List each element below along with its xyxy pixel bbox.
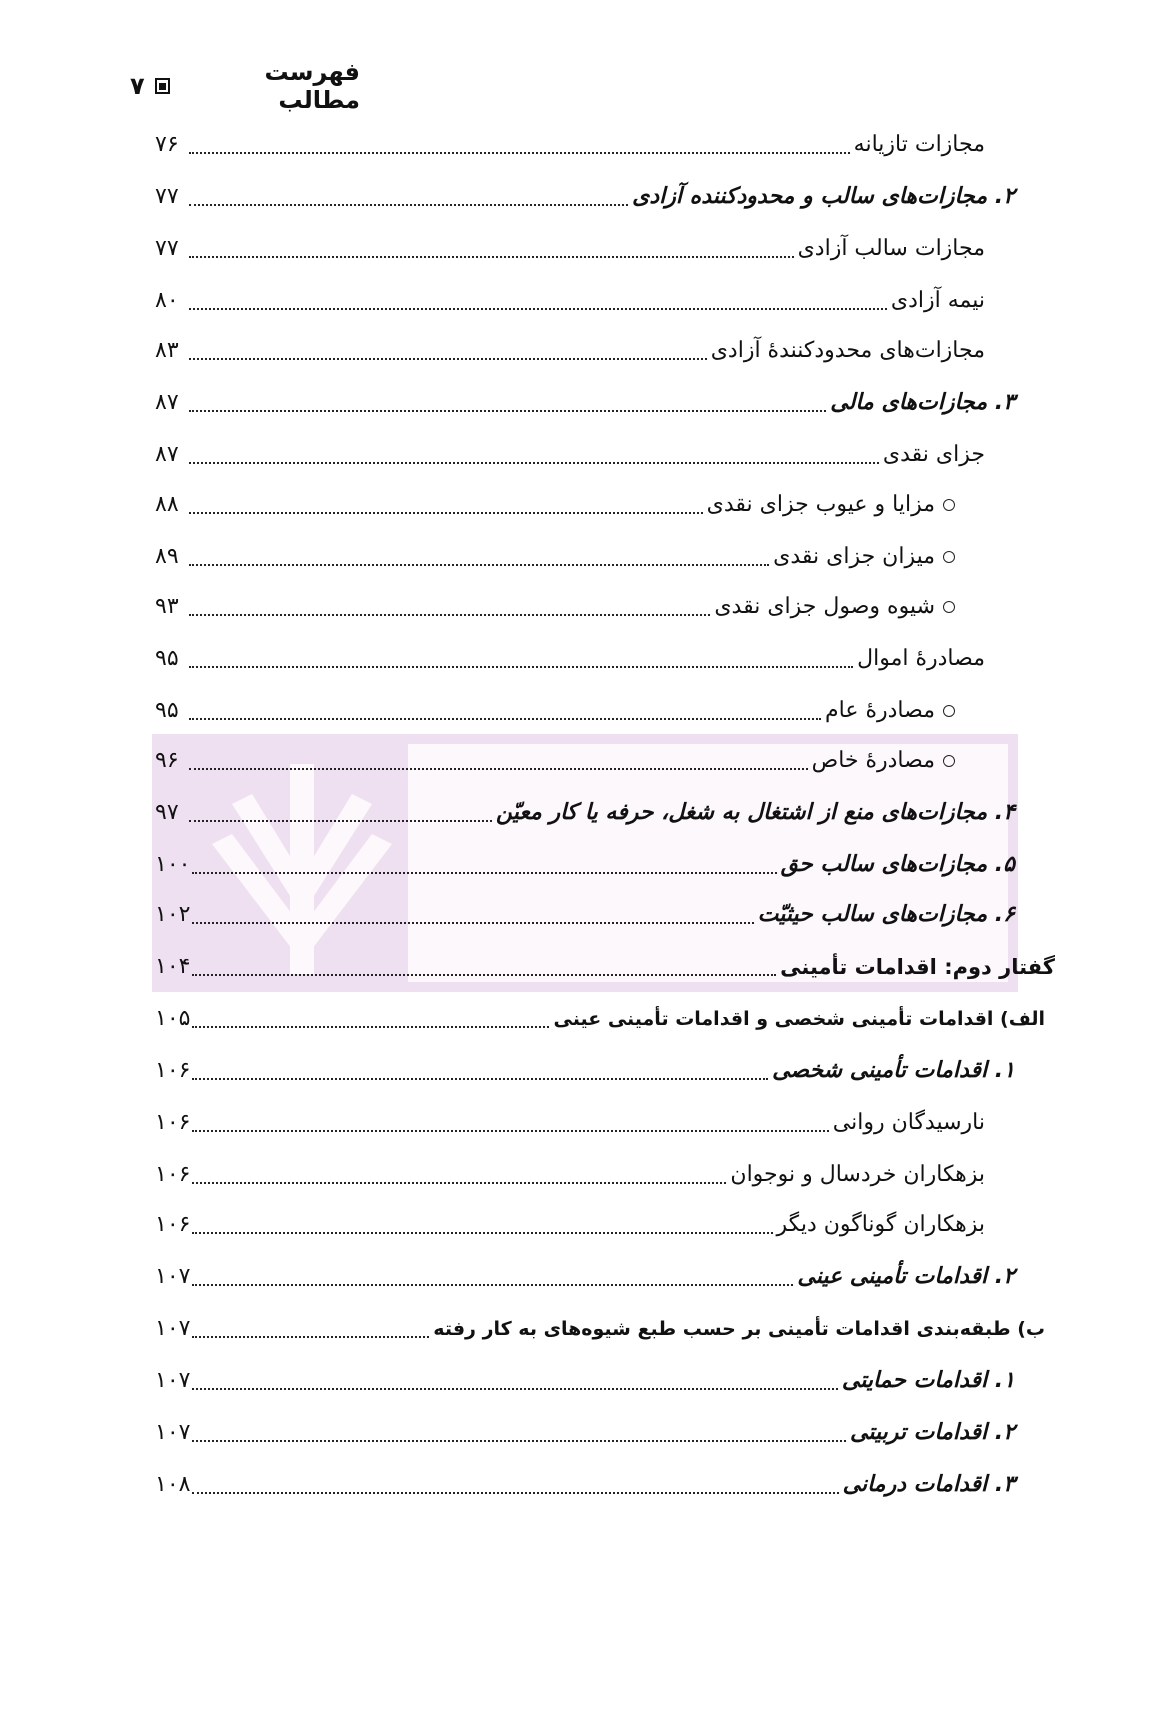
- toc-entry-page: ۱۰۷: [155, 1316, 191, 1341]
- toc-entry[interactable]: [155, 378, 1055, 418]
- header-title: فهرست مطالب: [264, 58, 360, 114]
- toc-entry-page: ۱۰۶: [155, 1110, 191, 1135]
- toc-entry[interactable]: [155, 1098, 1055, 1138]
- toc-entry-title: مزایا و عیوب جزای نقدی: [705, 490, 955, 520]
- toc-entry-title: ۳. مجازات‌های مالی: [830, 390, 1015, 415]
- toc-entry-title: شیوه وصول جزای نقدی: [712, 592, 955, 622]
- toc-entry-page: ۷۷: [155, 184, 179, 209]
- toc-entry[interactable]: [155, 736, 1055, 776]
- toc-entry[interactable]: [155, 276, 1055, 316]
- toc-entry-page: ۱۰۶: [155, 1162, 191, 1187]
- dot-leader: [192, 950, 776, 976]
- toc-entry-page: ۷۷: [155, 236, 179, 261]
- toc-entry-page: ۸۸: [155, 492, 179, 517]
- toc-entry-title: میزان جزای نقدی: [771, 542, 955, 572]
- toc-entry[interactable]: [155, 1304, 1055, 1344]
- toc-entry-title: بزهکاران خردسال و نوجوان: [730, 1162, 985, 1187]
- dot-leader: [192, 848, 776, 874]
- dot-leader: [192, 1208, 772, 1234]
- toc-entry-title: ۱. اقدامات تأمینی شخصی: [772, 1058, 1015, 1083]
- dot-leader: [189, 386, 826, 412]
- toc-entry[interactable]: [155, 532, 1055, 572]
- dot-leader: [189, 284, 887, 310]
- toc-entry-page: ۱۰۸: [155, 1472, 191, 1497]
- toc-entry-page: ۱۰۲: [155, 902, 191, 927]
- running-header: [130, 58, 360, 114]
- toc-entry[interactable]: [155, 686, 1055, 726]
- toc-entry[interactable]: [155, 1252, 1055, 1292]
- dot-leader: [192, 1002, 549, 1028]
- dot-leader: [189, 744, 808, 770]
- toc-entry-title: جزای نقدی: [882, 442, 985, 467]
- toc-entry-title: مصادرهٔ خاص: [810, 746, 955, 776]
- dot-leader: [192, 898, 753, 924]
- toc-entry-page: ۱۰۷: [155, 1368, 191, 1393]
- toc-entry[interactable]: [155, 1408, 1055, 1448]
- dot-leader: [192, 1054, 768, 1080]
- toc-entry-page: ۱۰۰: [155, 852, 191, 877]
- toc-entry-page: ۹۵: [155, 646, 179, 671]
- toc-entry-title: مصادرهٔ عام: [823, 696, 955, 726]
- toc-entry-title: نیمه آزادی: [890, 288, 985, 313]
- dot-leader: [189, 488, 703, 514]
- square-bullet-icon: [155, 78, 171, 94]
- toc-entry[interactable]: [155, 224, 1055, 264]
- toc-entry-title: ۲. مجازات‌های سالب و محدودکننده آزادی: [632, 184, 1015, 209]
- toc-entry[interactable]: [155, 582, 1055, 622]
- toc-entry-page: ۸۳: [155, 338, 179, 363]
- toc-entry[interactable]: [155, 1460, 1055, 1500]
- toc-entry-page: ۹۳: [155, 594, 179, 619]
- toc-entry-title: ۳. اقدامات درمانی: [842, 1472, 1015, 1497]
- dot-leader: [189, 180, 628, 206]
- toc-entry[interactable]: [155, 1046, 1055, 1086]
- toc-entry[interactable]: [155, 1356, 1055, 1396]
- toc-entry-title: مصادرهٔ اموال: [857, 646, 985, 671]
- toc-entry-page: ۱۰۵: [155, 1006, 191, 1031]
- toc-entry-page: ۸۷: [155, 442, 179, 467]
- toc-entry-title: گفتار دوم: اقدامات تأمینی: [780, 955, 1055, 979]
- dot-leader: [189, 590, 710, 616]
- toc-entry-title: ۱. اقدامات حمایتی: [841, 1368, 1015, 1393]
- toc-entry-title: ۲. اقدامات تأمینی عینی: [797, 1264, 1015, 1289]
- toc-entry-page: ۸۰: [155, 288, 179, 313]
- toc-entry-page: ۸۷: [155, 390, 179, 415]
- dot-leader: [189, 232, 794, 258]
- dot-leader: [189, 642, 853, 668]
- toc-entry-title: نارسیدگان روانی: [832, 1110, 985, 1135]
- toc-entry-title: ۴. مجازات‌های منع از اشتغال به شغل، حرفه یا کار معیّن: [496, 800, 1015, 825]
- dot-leader: [192, 1416, 846, 1442]
- toc-entry-title: ب) طبقه‌بندی اقدامات تأمینی بر حسب طبع شیوه‌های به کار رفته: [433, 1318, 1045, 1340]
- toc-entry[interactable]: [155, 890, 1055, 930]
- dot-leader: [192, 1158, 726, 1184]
- dot-leader: [189, 796, 492, 822]
- toc-entry[interactable]: [155, 172, 1055, 212]
- toc-entry-title: بزهکاران گوناگون دیگر: [776, 1212, 985, 1237]
- toc-entry[interactable]: [155, 1200, 1055, 1240]
- dot-leader: [192, 1106, 828, 1132]
- dot-leader: [192, 1260, 793, 1286]
- dot-leader: [189, 334, 707, 360]
- toc-entry-page: ۹۵: [155, 698, 179, 723]
- toc-entry[interactable]: [155, 1150, 1055, 1190]
- dot-leader: [192, 1468, 838, 1494]
- dot-leader: [192, 1364, 837, 1390]
- toc-entry-page: ۹۶: [155, 748, 179, 773]
- toc-entry[interactable]: [155, 840, 1055, 880]
- toc-entry-title: الف) اقدامات تأمینی شخصی و اقدامات تأمینی عینی: [553, 1008, 1045, 1030]
- toc-entry-title: مجازات تازیانه: [853, 132, 985, 157]
- dot-leader: [189, 694, 821, 720]
- dot-leader: [189, 128, 850, 154]
- dot-leader: [192, 1312, 429, 1338]
- toc-entry[interactable]: [155, 120, 1055, 160]
- toc-entry-title: ۵. مجازات‌های سالب حق: [780, 852, 1015, 877]
- dot-leader: [189, 540, 769, 566]
- toc-entry-page: ۹۷: [155, 800, 179, 825]
- toc-entry[interactable]: [155, 480, 1055, 520]
- toc-entry-page: ۷۶: [155, 132, 179, 157]
- toc-entry-title: مجازات‌های محدودکنندهٔ آزادی: [710, 338, 985, 363]
- toc-entry-page: ۸۹: [155, 544, 179, 569]
- toc-entry[interactable]: [155, 634, 1055, 674]
- header-page-number: ۷: [130, 72, 145, 100]
- toc-entry-page: ۱۰۶: [155, 1058, 191, 1083]
- toc-entry-page: ۱۰۴: [155, 954, 191, 979]
- dot-leader: [189, 438, 879, 464]
- toc-entry[interactable]: [155, 994, 1055, 1034]
- toc-entry-title: مجازات سالب آزادی: [797, 236, 985, 261]
- toc-entry-page: ۱۰۷: [155, 1420, 191, 1445]
- toc-entry[interactable]: [155, 430, 1055, 470]
- toc-entry-title: ۶. مجازات‌های سالب حیثیّت: [757, 902, 1015, 927]
- toc-entry-page: ۱۰۶: [155, 1212, 191, 1237]
- toc-entry-page: ۱۰۷: [155, 1264, 191, 1289]
- toc-entry-title: ۲. اقدامات تربیتی: [850, 1420, 1015, 1445]
- toc-entry[interactable]: [155, 326, 1055, 366]
- toc-entry[interactable]: [155, 788, 1055, 828]
- toc-entry[interactable]: [155, 942, 1055, 982]
